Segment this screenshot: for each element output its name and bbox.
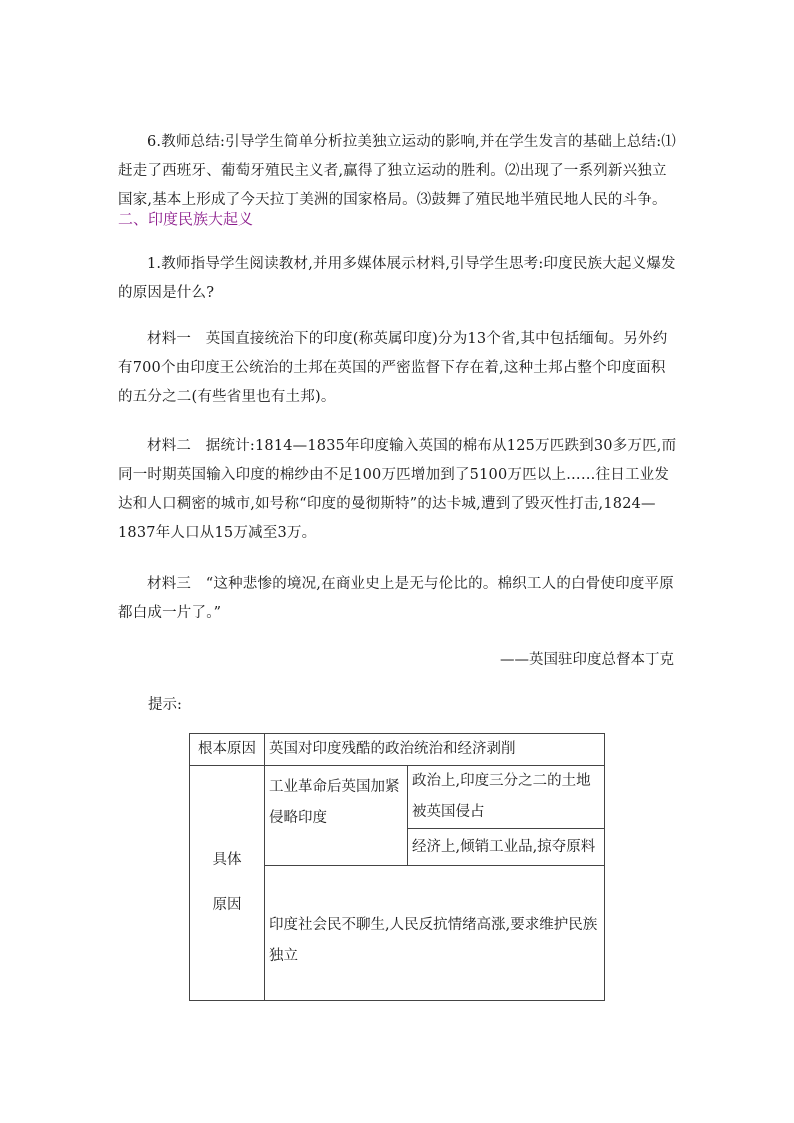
table-row: [190, 734, 605, 766]
material-two-paragraph: 材料二 据统计:1814—1835年印度输入英国的棉布从125万匹跌到30多万匹,而同一时期英国输入印度的棉纱由不足100万匹增加到了5100万匹以上……往日工业发达和人口稠密的城市,如号称“印度的曼彻斯特”的达卡城,遭到了毁灭性打击,1824—1837年人口从15万减至3万。: [118, 438, 677, 541]
economic-cause-cell: 经济上,倾销工业品,掠夺原料: [408, 829, 605, 866]
specific-cause-label-line1: 具体: [212, 852, 242, 868]
specific-cause-label: [190, 766, 265, 1001]
industrial-cause-cell: 工业革命后英国加紧侵略印度: [265, 766, 408, 866]
root-cause-label: 根本原因: [190, 734, 265, 766]
quote-source: ——英国驻印度总督本丁克: [500, 652, 674, 668]
causes-table: [189, 733, 605, 1001]
table-row: [190, 766, 605, 829]
specific-cause-label-line2: 原因: [212, 897, 242, 913]
material-one-paragraph: 材料一 英国直接统治下的印度(称英属印度)分为13个省,其中包括缅甸。另外约有700个由印度王公统治的土邦在英国的严密监督下存在着,这种土邦占整个印度面积的五分之二(有些省里也有土邦)。: [118, 331, 668, 405]
teacher-summary-paragraph: 6.教师总结:引导学生简单分析拉美独立运动的影响,并在学生发言的基础上总结:⑴赶走了西班牙、葡萄牙殖民主义者,赢得了独立运动的胜利。⑵出现了一系列新兴独立国家,基本上形成了今天拉丁美洲的国家格局。⑶鼓舞了殖民地半殖民地人民的斗争。: [118, 134, 677, 208]
political-cause-cell: 政治上,印度三分之二的土地被英国侵占: [408, 766, 605, 829]
teaching-step-paragraph: 1.教师指导学生阅读教材,并用多媒体展示材料,引导学生思考:印度民族大起义爆发的原因是什么?: [118, 256, 676, 301]
root-cause-value: 英国对印度残酷的政治统治和经济剥削: [265, 734, 605, 766]
society-cause-cell: 印度社会民不聊生,人民反抗情绪高涨,要求维护民族独立: [265, 866, 605, 1001]
section-heading: 二、印度民族大起义: [118, 210, 254, 228]
hint-label: 提示:: [148, 697, 182, 713]
material-three-paragraph: 材料三 “这种悲惨的境况,在商业史上是无与伦比的。棉织工人的白骨使印度平原都白成一片了。”: [118, 576, 674, 621]
